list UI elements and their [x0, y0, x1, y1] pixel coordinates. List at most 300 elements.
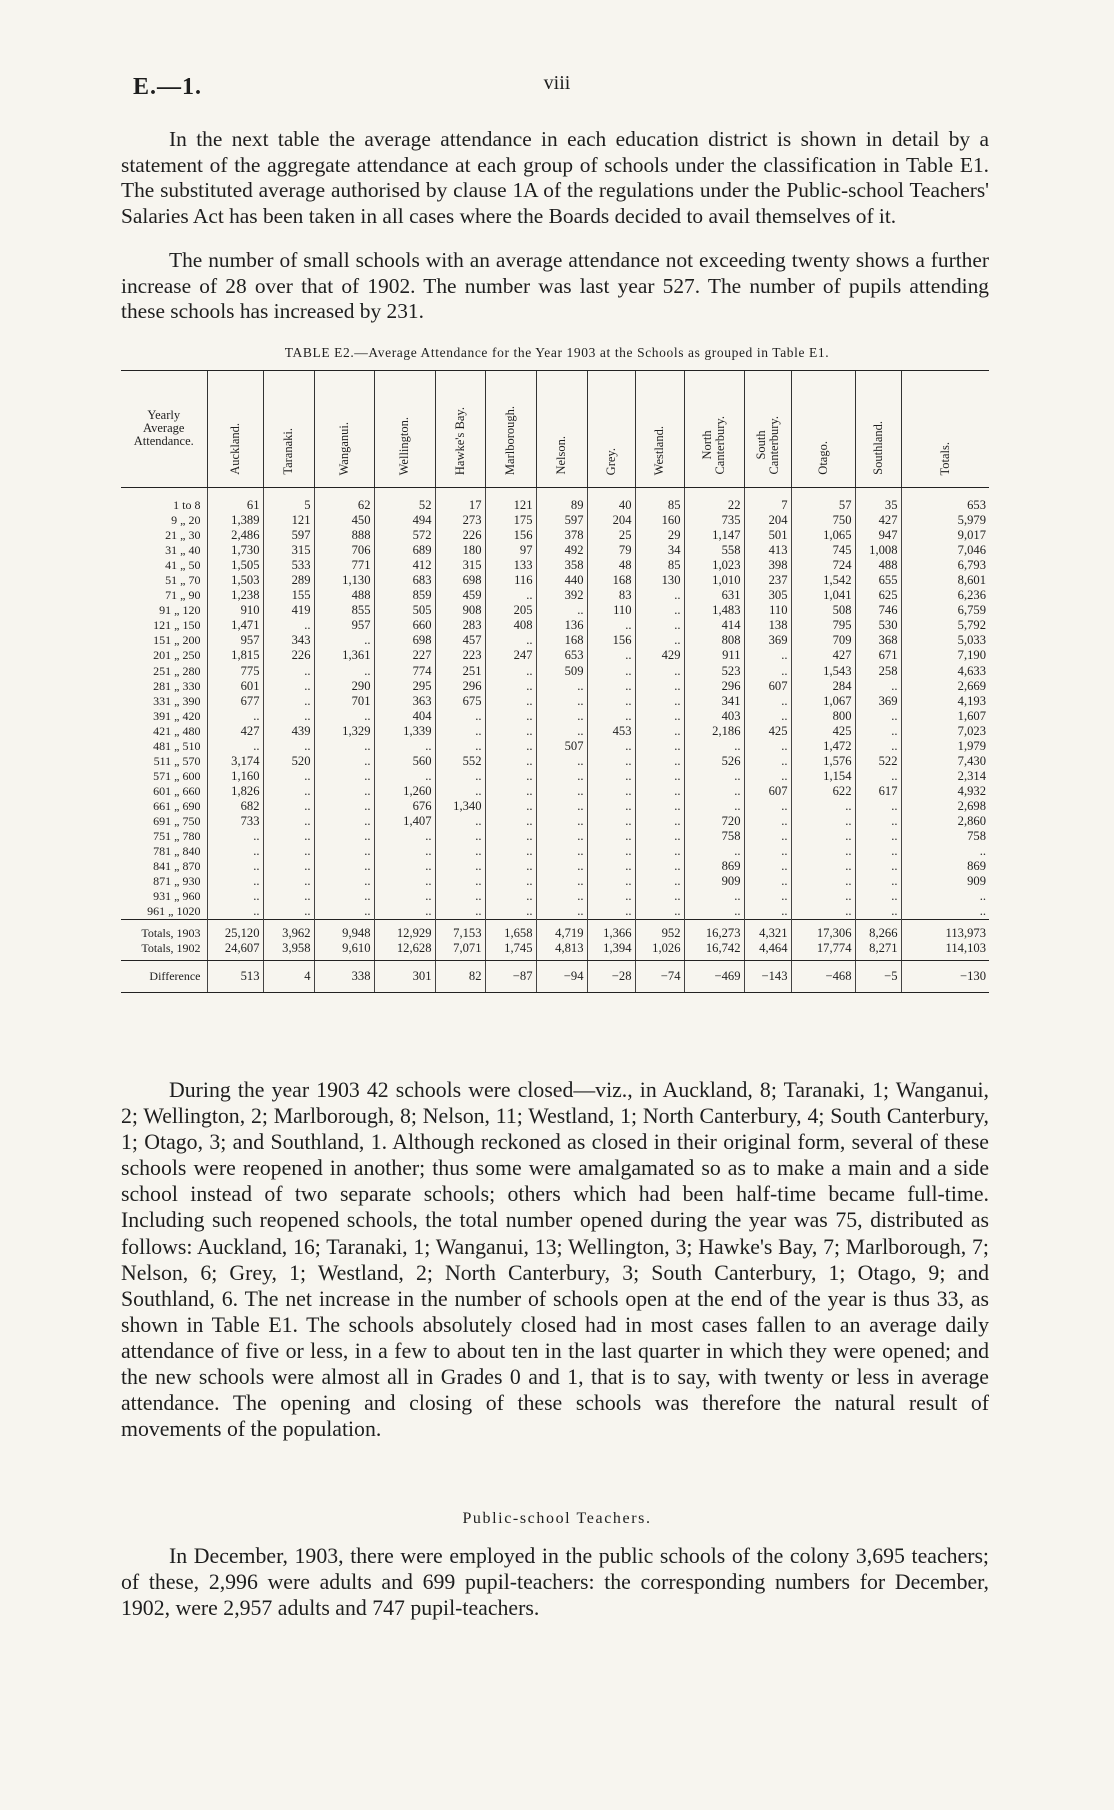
table-cell: 156: [485, 528, 536, 543]
table-cell: 800: [791, 709, 855, 724]
column-header-label: South Canterbury.: [753, 416, 781, 475]
table-cell: 427: [855, 513, 901, 528]
table-cell: ..: [744, 694, 791, 709]
row-label-cell: 871 „ 930: [153, 874, 201, 889]
row-label-cell: 841 „ 870: [153, 859, 201, 874]
table-cell: 572: [374, 528, 435, 543]
table-cell: 7,023: [901, 724, 989, 739]
column-header-cell: [435, 371, 485, 488]
table-cell: 83: [587, 588, 635, 603]
table-cell: ..: [314, 664, 374, 679]
table-cell: 501: [744, 528, 791, 543]
table-cell: ..: [684, 799, 744, 814]
table-cell: 488: [314, 588, 374, 603]
table-cell: 775: [207, 664, 263, 679]
table-cell: 758: [684, 829, 744, 844]
table-cell: 160: [635, 513, 684, 528]
table-cell: ..: [635, 633, 684, 648]
table-cell: ..: [536, 844, 587, 859]
row-label-cell: 421 „ 480: [153, 723, 201, 738]
row-label-cell: 481 „ 510: [153, 738, 201, 753]
table-cell: ..: [314, 784, 374, 799]
table-cell: ..: [374, 874, 435, 889]
table-cell: ..: [536, 694, 587, 709]
row-label-cell: 931 „ 960: [153, 889, 201, 904]
table-cell: ..: [485, 799, 536, 814]
table-row: [121, 904, 989, 920]
table-cell: 284: [791, 679, 855, 694]
column-header-cell: [536, 371, 587, 488]
table-cell: 110: [587, 603, 635, 618]
table-cell: 8,271: [855, 941, 901, 961]
table-cell: 12,929: [374, 920, 435, 942]
table-cell: 4,464: [744, 941, 791, 961]
table-cell: ..: [314, 829, 374, 844]
column-header-label: Wanganui.: [336, 421, 351, 475]
column-header-cell: [587, 371, 635, 488]
table-cell: ..: [635, 709, 684, 724]
table-cell: 1,472: [791, 739, 855, 754]
table-cell: ..: [485, 588, 536, 603]
section-heading: Public-school Teachers.: [462, 1510, 652, 1527]
table-cell: 552: [435, 754, 485, 769]
table-cell: ..: [684, 739, 744, 754]
row-label-cell: 281 „ 330: [153, 678, 201, 693]
table-cell: ..: [485, 694, 536, 709]
table-cell: 85: [635, 558, 684, 573]
table-cell: 4,321: [744, 920, 791, 942]
table-cell: 305: [744, 588, 791, 603]
table-cell: ..: [635, 754, 684, 769]
table-cell: 6,793: [901, 558, 989, 573]
column-header-cell: [374, 371, 435, 488]
table-cell: 601: [207, 679, 263, 694]
table-cell: 1,026: [635, 941, 684, 961]
table-cell: 35: [855, 488, 901, 514]
table-cell: 1,361: [314, 648, 374, 663]
table-cell: 368: [855, 633, 901, 648]
table-cell: ..: [374, 859, 435, 874]
table-cell: 89: [536, 488, 587, 514]
table-cell: 156: [587, 633, 635, 648]
table-cell: 888: [314, 528, 374, 543]
table-cell: ..: [374, 769, 435, 784]
table-cell: 52: [374, 488, 435, 514]
table-cell: 7: [744, 488, 791, 514]
table-cell: ..: [855, 859, 901, 874]
table-cell: 660: [374, 618, 435, 633]
table-cell: ..: [635, 588, 684, 603]
table-cell: 338: [314, 961, 374, 993]
row-label-cell: 31 „ 40: [165, 543, 201, 558]
table-cell: ..: [855, 709, 901, 724]
table-cell: ..: [374, 904, 435, 920]
table-cell: 341: [684, 694, 744, 709]
table-cell: ..: [485, 739, 536, 754]
table-cell: ..: [374, 739, 435, 754]
column-header-cell: [207, 371, 263, 488]
table-cell: 315: [263, 543, 314, 558]
table-cell: 110: [744, 603, 791, 618]
table-cell: 315: [435, 558, 485, 573]
table-cell: 273: [435, 513, 485, 528]
table-cell: 653: [536, 648, 587, 663]
table-cell: ..: [485, 679, 536, 694]
table-cell: ..: [536, 754, 587, 769]
row-label-cell: 9 „ 20: [171, 513, 201, 528]
table-cell: 1,008: [855, 543, 901, 558]
table-cell: 1,389: [207, 513, 263, 528]
table-cell: 3,958: [263, 941, 314, 961]
row-label-cell: 571 „ 600: [153, 768, 201, 783]
table-cell: ..: [207, 829, 263, 844]
table-cell: 121: [263, 513, 314, 528]
table-cell: 296: [684, 679, 744, 694]
table-cell: 530: [855, 618, 901, 633]
table-row: [121, 694, 989, 709]
table-cell: ..: [207, 844, 263, 859]
table-row: [121, 799, 989, 814]
paragraph-small-schools: [121, 248, 989, 325]
table-cell: ..: [314, 799, 374, 814]
column-header-label: Hawke's Bay.: [452, 406, 467, 475]
table-header-row: [121, 371, 989, 488]
table-cell: 1,543: [791, 664, 855, 679]
table-cell: ..: [791, 799, 855, 814]
table-cell: 533: [263, 558, 314, 573]
table-cell: ..: [263, 709, 314, 724]
column-header-label: Westland.: [652, 425, 666, 475]
table-cell: ..: [587, 664, 635, 679]
table-cell: 136: [536, 618, 587, 633]
table-cell: ..: [791, 904, 855, 920]
column-header-label: North Canterbury.: [700, 416, 727, 475]
table-cell: 12,628: [374, 941, 435, 961]
table-cell: ..: [485, 844, 536, 859]
table-cell: 61: [207, 488, 263, 514]
table-cell: 223: [435, 648, 485, 663]
table-cell: ..: [855, 874, 901, 889]
table-cell: 560: [374, 754, 435, 769]
table-cell: 138: [744, 618, 791, 633]
table-cell: ..: [635, 739, 684, 754]
table-cell: 1,067: [791, 694, 855, 709]
table-cell: ..: [263, 784, 314, 799]
table-cell: 676: [374, 799, 435, 814]
table-cell: ..: [855, 889, 901, 904]
table-row: [121, 829, 989, 844]
table-cell: 675: [435, 694, 485, 709]
table-cell: ..: [485, 664, 536, 679]
table-cell: 204: [744, 513, 791, 528]
table-cell: ..: [314, 633, 374, 648]
table-cell: ..: [587, 784, 635, 799]
table-cell: ..: [635, 694, 684, 709]
table-cell: ..: [485, 784, 536, 799]
table-cell: 2,669: [901, 679, 989, 694]
table-cell: ..: [791, 829, 855, 844]
table-cell: 622: [791, 784, 855, 799]
table-cell: ..: [485, 814, 536, 829]
table-body: [121, 488, 989, 993]
table-cell: 17: [435, 488, 485, 514]
table-cell: ..: [635, 844, 684, 859]
table-cell: 508: [791, 603, 855, 618]
paragraph-text: In December, 1903, there were employed in the public schools of the colony 3,695 teachers; of these, 2,996 were adults and 699 pupil-teachers: the corresponding numbers for December, 1902, were 2,957 adults and 747 pupil-teachers.: [121, 1544, 989, 1620]
table-cell: ..: [207, 874, 263, 889]
table-cell: ..: [744, 664, 791, 679]
table-cell: ..: [314, 754, 374, 769]
table-cell: ..: [791, 889, 855, 904]
table-cell: ..: [485, 769, 536, 784]
table-cell: −469: [684, 961, 744, 993]
attendance-table: [121, 370, 989, 993]
table-cell: 114,103: [901, 941, 989, 961]
table-cell: 408: [485, 618, 536, 633]
table-cell: 8,266: [855, 920, 901, 942]
row-label-cell: 601 „ 660: [153, 783, 201, 798]
column-header-label: Grey.: [603, 447, 618, 475]
table-cell: 7,153: [435, 920, 485, 942]
table-cell: ..: [536, 814, 587, 829]
table-cell: 40: [587, 488, 635, 514]
table-cell: ..: [536, 889, 587, 904]
table-cell: 771: [314, 558, 374, 573]
table-cell: 597: [263, 528, 314, 543]
table-cell: ..: [855, 814, 901, 829]
table-cell: ..: [536, 904, 587, 920]
column-header-label: Marlborough.: [503, 405, 517, 475]
table-cell: 1,979: [901, 739, 989, 754]
table-cell: 671: [855, 648, 901, 663]
table-cell: 2,314: [901, 769, 989, 784]
table-cell: 698: [374, 633, 435, 648]
row-label-cell: 121 „ 150: [153, 618, 201, 633]
table-cell: ..: [435, 814, 485, 829]
row-label-cell: 961 „ 1020: [147, 904, 201, 919]
table-cell: ..: [901, 904, 989, 920]
row-label-cell: 251 „ 280: [153, 663, 201, 678]
column-header-label: Totals.: [937, 441, 952, 475]
paragraph-text: In the next table the average attendance in each education district is shown in detail by a statement of the aggregate attendance at each group of schools under the classification in Table E1. The substituted average authorised by clause 1A of the regulations under the Public-school Teachers' Salaries Act has been taken in all cases where the Boards decided to avail themselves of it.: [121, 127, 989, 228]
table-cell: ..: [374, 889, 435, 904]
table-cell: 226: [435, 528, 485, 543]
table-cell: ..: [435, 709, 485, 724]
table-cell: ..: [587, 814, 635, 829]
table-cell: ..: [684, 844, 744, 859]
table-cell: 507: [536, 739, 587, 754]
table-cell: 1,366: [587, 920, 635, 942]
row-label-cell: 691 „ 750: [153, 814, 201, 828]
table-cell: 363: [374, 694, 435, 709]
table-cell: 25,120: [207, 920, 263, 942]
table-cell: 82: [435, 961, 485, 993]
table-cell: ..: [485, 709, 536, 724]
table-cell: ..: [635, 829, 684, 844]
table-cell: 1,023: [684, 558, 744, 573]
table-cell: ..: [587, 829, 635, 844]
table-cell: 237: [744, 573, 791, 588]
table-cell: 7,071: [435, 941, 485, 961]
table-cell: 247: [485, 648, 536, 663]
row-label-cell: 151 „ 200: [153, 633, 201, 648]
table-cell: 425: [744, 724, 791, 739]
table-cell: ..: [263, 694, 314, 709]
table-cell: ..: [855, 829, 901, 844]
table-cell: ..: [855, 769, 901, 784]
table-cell: ..: [855, 844, 901, 859]
table-cell: ..: [587, 874, 635, 889]
table-cell: ..: [435, 889, 485, 904]
table-cell: 488: [855, 558, 901, 573]
table-cell: 859: [374, 588, 435, 603]
table-cell: 682: [207, 799, 263, 814]
table-cell: ..: [901, 889, 989, 904]
paragraph-text: During the year 1903 42 schools were closed—viz., in Auckland, 8; Taranaki, 1; Wanganui, 2; Wellington, 2; Marlborough, 8; Nelson, 11; Westland, 1; North Canterbury, 4; South Canterbury, 1; Otago, 3; and Southland, 1. Although reckoned as closed in their original form, several of these schools were reopened in another; thus some were amalgamated so as to make a main and a side school instead of two separate schools; others which had been half-time became full-time. Including such reopened schools, the total number opened during the year was 75, distributed as follows: Auckland, 16; Taranaki, 1; Wanganui, 13; Wellington, 3; Hawke's Bay, 7; Marlborough, 7; Nelson, 6; Grey, 1; Westland, 2; North Canterbury, 3; South Canterbury, 1; Otago, 9; and Southland, 6. The net increase in the number of schools open at the end of the year is thus 33, as shown in Table E1. The schools absolutely closed had in most cases fallen to an average daily attendance of five or less, in a few to about ten in the last quarter in which they were opened; and the new schools were almost all in Grades 0 and 1, that is to say, with twenty or less in average attendance. The opening and closing of these schools was therefore the natural result of movements of the population.: [121, 1078, 989, 1442]
table-cell: 429: [635, 648, 684, 663]
table-cell: ..: [485, 829, 536, 844]
table-cell: 450: [314, 513, 374, 528]
table-cell: 677: [207, 694, 263, 709]
table-cell: 9,948: [314, 920, 374, 942]
totals-1902-row: [121, 941, 989, 961]
table-cell: 4,633: [901, 664, 989, 679]
table-cell: ..: [435, 769, 485, 784]
table-cell: ..: [207, 889, 263, 904]
table-cell: 520: [263, 754, 314, 769]
table-row: [121, 889, 989, 904]
table-cell: 301: [374, 961, 435, 993]
table-cell: ..: [536, 859, 587, 874]
table-cell: ..: [744, 739, 791, 754]
table-cell: 369: [855, 694, 901, 709]
table-cell: ..: [435, 829, 485, 844]
table-cell: 735: [684, 513, 744, 528]
table-cell: ..: [744, 799, 791, 814]
table-cell: 369: [744, 633, 791, 648]
table-cell: 720: [684, 814, 744, 829]
table-cell: 9,017: [901, 528, 989, 543]
table-cell: ..: [635, 664, 684, 679]
table-row: [121, 648, 989, 663]
table-cell: −87: [485, 961, 536, 993]
paragraph-text: The number of small schools with an average attendance not exceeding twenty shows a further increase of 28 over that of 1902. The number was last year 527. The number of pupils attending these schools has increased by 231.: [121, 248, 989, 324]
table-cell: ..: [536, 679, 587, 694]
column-header-cell: [791, 371, 855, 488]
table-cell: ..: [635, 859, 684, 874]
table-cell: 909: [901, 874, 989, 889]
table-cell: 869: [684, 859, 744, 874]
table-cell: 2,186: [684, 724, 744, 739]
table-row: [121, 679, 989, 694]
table-cell: 414: [684, 618, 744, 633]
table-cell: 957: [207, 633, 263, 648]
table-cell: 6,236: [901, 588, 989, 603]
table-cell: 869: [901, 859, 989, 874]
table-cell: 290: [314, 679, 374, 694]
paragraph-closures: [121, 1077, 989, 1442]
table-row: [121, 814, 989, 829]
table-row: [121, 724, 989, 739]
table-cell: −94: [536, 961, 587, 993]
table-cell: 258: [855, 664, 901, 679]
table-cell: ..: [587, 679, 635, 694]
row-label-cell: 661 „ 690: [153, 798, 201, 813]
table-cell: ..: [374, 829, 435, 844]
table-row: [121, 573, 989, 588]
table-cell: 5,979: [901, 513, 989, 528]
table-cell: 1,147: [684, 528, 744, 543]
row-label-cell: 51 „ 70: [165, 573, 201, 588]
table-row: [121, 754, 989, 769]
row-label-cell: 1 to 8: [173, 498, 201, 513]
table-row: [121, 588, 989, 603]
column-header-cell: [314, 371, 374, 488]
table-cell: ..: [263, 814, 314, 829]
table-cell: 8,601: [901, 573, 989, 588]
table-cell: ..: [791, 874, 855, 889]
table-cell: 494: [374, 513, 435, 528]
column-header-cell: [901, 371, 989, 488]
table-cell: 2,698: [901, 799, 989, 814]
totals-1903-row: [121, 920, 989, 942]
table-cell: 522: [855, 754, 901, 769]
table-cell: 3,174: [207, 754, 263, 769]
table-cell: ..: [485, 724, 536, 739]
table-row: [121, 844, 989, 859]
table-cell: 440: [536, 573, 587, 588]
table-cell: 4: [263, 961, 314, 993]
table-row: [121, 709, 989, 724]
table-cell: 607: [744, 784, 791, 799]
table-cell: −28: [587, 961, 635, 993]
table-cell: 121: [485, 488, 536, 514]
table-cell: 62: [314, 488, 374, 514]
table-cell: ..: [791, 859, 855, 874]
table-cell: ..: [744, 874, 791, 889]
column-header-cell: [744, 371, 791, 488]
table-cell: ..: [791, 844, 855, 859]
table-cell: ..: [684, 904, 744, 920]
table-cell: 910: [207, 603, 263, 618]
table-cell: 492: [536, 543, 587, 558]
table-cell: ..: [536, 724, 587, 739]
table-cell: 1,394: [587, 941, 635, 961]
table-cell: ..: [855, 679, 901, 694]
table-cell: ..: [635, 799, 684, 814]
table-cell: ..: [587, 769, 635, 784]
table-cell: 398: [744, 558, 791, 573]
table-cell: ..: [536, 829, 587, 844]
table-cell: ..: [536, 603, 587, 618]
table-cell: 746: [855, 603, 901, 618]
table-cell: 758: [901, 829, 989, 844]
table-cell: 113,973: [901, 920, 989, 942]
table-cell: ..: [744, 754, 791, 769]
table-cell: 205: [485, 603, 536, 618]
row-label-cell: 511 „ 570: [153, 753, 201, 768]
table-cell: ..: [263, 829, 314, 844]
table-cell: ..: [536, 874, 587, 889]
table-cell: 1,483: [684, 603, 744, 618]
table-cell: 745: [791, 543, 855, 558]
table-cell: 2,860: [901, 814, 989, 829]
column-header-label: Southland.: [870, 421, 885, 475]
table-cell: 5,033: [901, 633, 989, 648]
table-row: [121, 874, 989, 889]
table-cell: 227: [374, 648, 435, 663]
table-cell: 4,719: [536, 920, 587, 942]
